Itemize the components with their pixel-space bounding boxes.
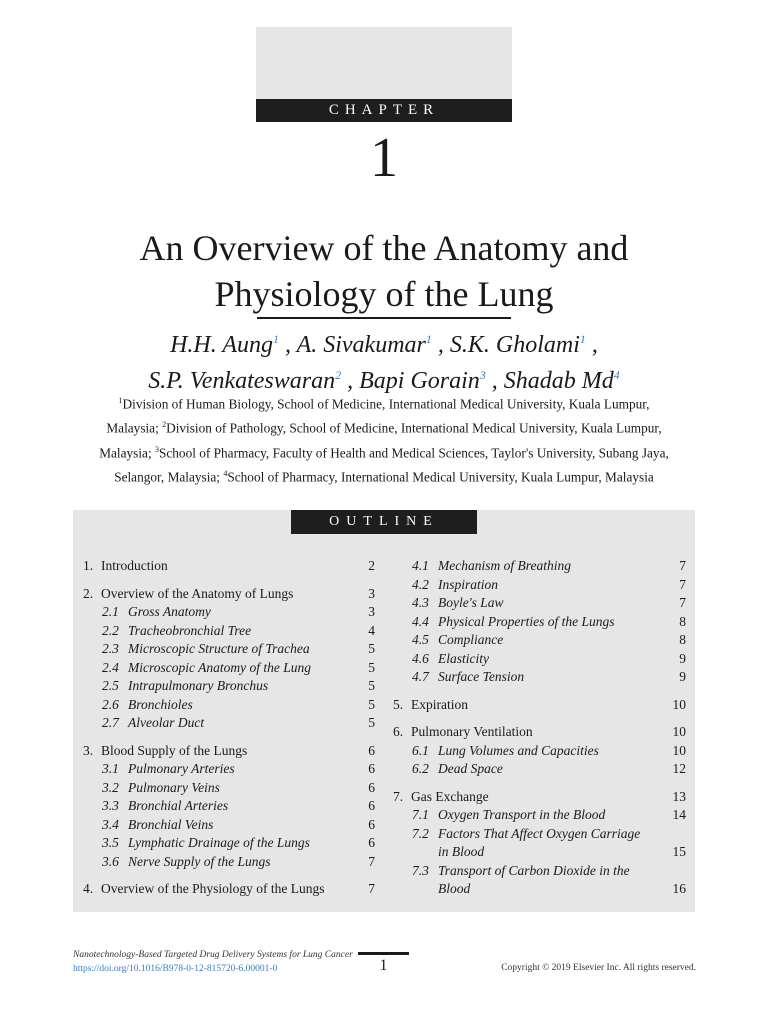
author-affiliation-ref[interactable]: 1 <box>579 332 586 346</box>
outline-section-entry[interactable] <box>393 788 686 806</box>
outline-entry-title: Nerve Supply of the Lungs <box>128 853 271 869</box>
book-title: Nanotechnology-Based Targeted Drug Delivery Systems for Lung Cancer <box>73 950 353 960</box>
outline-entry-title: Bronchial Arteries <box>128 798 229 813</box>
outline-entry-title: Blood Supply of the Lungs <box>101 742 248 758</box>
outline-entry-title: Expiration <box>411 696 468 712</box>
outline-entry-page: 5 <box>368 641 375 656</box>
outline-entry-title: Microscopic Structure of Trachea <box>128 641 310 656</box>
outline-entry-title: Bronchial Veins <box>128 816 214 832</box>
outline-entry-number: 2.6 <box>102 696 119 712</box>
outline-entry-title: Oxygen Transport in the Blood <box>438 807 606 822</box>
affiliation-text: Division of Human Biology, School of Medicine, International Medical University, Kuala Lumpur, <box>122 396 650 412</box>
outline-entry-page: 6 <box>368 779 375 795</box>
author-name: Shadab Md <box>503 368 614 394</box>
outline-entry-page: 9 <box>679 650 686 666</box>
outline-entry-number: 4.7 <box>412 669 429 684</box>
author-name: Bapi Gorain <box>359 368 480 394</box>
outline-entry-page: 8 <box>679 613 686 629</box>
outline-entry-page: 6 <box>368 798 375 813</box>
outline-entry-page: 12 <box>672 761 686 776</box>
outline-entry-title: Bronchioles <box>128 696 193 712</box>
outline-entry-title: Alveolar Duct <box>128 715 205 730</box>
outline-entry-page: 9 <box>679 669 686 684</box>
outline-entry-title: Lung Volumes and Capacities <box>438 742 599 758</box>
outline-entry-title: Factors That Affect Oxygen Carriage <box>438 825 641 841</box>
outline-entry-number: 4.6 <box>412 650 429 666</box>
affiliation-text: School of Pharmacy, International Medical University, Kuala Lumpur, Malaysia <box>227 469 654 485</box>
outline-subsection-entry[interactable] <box>102 603 375 621</box>
outline-subsection-entry[interactable] <box>102 696 375 714</box>
outline-entry-title: Mechanism of Breathing <box>438 558 571 573</box>
outline-entry-page: 3 <box>368 604 375 619</box>
outline-entry-number: 4. <box>83 881 94 896</box>
affiliation-line <box>70 463 698 487</box>
outline-entry-page: 4 <box>368 622 375 638</box>
author-separator: , <box>585 332 598 358</box>
author-separator: , <box>431 332 450 358</box>
outline-entry-number: 2.5 <box>102 678 119 693</box>
outline-subsection-entry[interactable] <box>412 880 686 898</box>
outline-entry-page: 6 <box>368 761 375 776</box>
outline-entry-title: Elasticity <box>438 650 489 666</box>
outline-subsection-entry[interactable] <box>412 613 686 631</box>
outline-entry-title: Dead Space <box>438 761 503 776</box>
outline-entry-page: 6 <box>368 742 375 758</box>
outline-subsection-entry[interactable] <box>412 742 686 760</box>
outline-subsection-entry[interactable] <box>412 760 686 778</box>
outline-entry-number: 1. <box>83 558 94 573</box>
outline-entry-number: 2.7 <box>102 715 119 730</box>
outline-subsection-entry[interactable] <box>412 557 686 575</box>
affiliation-marker: 1 <box>118 396 123 405</box>
outline-entry-number: 2.1 <box>102 604 119 619</box>
chapter-title-line: Physiology of the Lung <box>214 274 554 314</box>
outline-entry-title: Physical Properties of the Lungs <box>438 613 615 629</box>
copyright-notice: Copyright © 2019 Elsevier Inc. All rights reserved. <box>501 963 696 973</box>
author-name: H.H. Aung <box>170 332 273 358</box>
affiliations <box>70 390 698 488</box>
outline-entry-number: 2.2 <box>102 622 119 638</box>
outline-section-entry[interactable] <box>393 696 686 714</box>
author-line <box>0 324 768 360</box>
outline-entry-number: 7.3 <box>412 862 429 878</box>
outline-entry-page: 5 <box>368 715 375 730</box>
outline-subsection-entry[interactable] <box>412 825 640 843</box>
outline-entry-page: 6 <box>368 835 375 850</box>
affiliation-text: Malaysia; <box>106 420 163 436</box>
outline-entry-number: 4.5 <box>412 632 429 647</box>
outline-entry-page: 13 <box>672 788 686 804</box>
doi-link[interactable]: https://doi.org/10.1016/B978-0-12-815720-6.00001-0 <box>73 964 278 974</box>
outline-subsection-entry[interactable] <box>102 714 375 732</box>
affiliation-marker: 3 <box>154 444 159 454</box>
outline-section-entry[interactable] <box>83 742 375 760</box>
outline-subsection-entry[interactable] <box>102 677 375 695</box>
outline-entry-title: Pulmonary Arteries <box>128 761 235 776</box>
outline-entry-number: 5. <box>393 696 404 712</box>
outline-entry-page: 7 <box>368 853 375 869</box>
outline-entry-page: 7 <box>679 558 686 573</box>
outline-entry-page: 6 <box>368 816 375 832</box>
outline-entry-number: 2.3 <box>102 641 119 656</box>
outline-entry-number: 4.2 <box>412 576 429 592</box>
outline-entry-title: Gas Exchange <box>411 788 489 804</box>
outline-entry-page: 7 <box>368 881 375 896</box>
outline-subsection-entry[interactable] <box>102 779 375 797</box>
footer-citation <box>73 948 353 976</box>
outline-entry-page: 14 <box>672 807 686 822</box>
outline-entry-title: Compliance <box>438 632 504 647</box>
outline-entry-title: in Blood <box>438 844 485 859</box>
outline-subsection-entry[interactable] <box>412 594 686 612</box>
outline-entry-number: 7. <box>393 788 404 804</box>
affiliation-text: Division of Pathology, School of Medicine, International Medical University, Kuala Lumpur, <box>166 420 662 436</box>
outline-entry-page: 10 <box>672 724 686 739</box>
affiliation-line <box>70 439 698 463</box>
affiliation-line <box>70 390 698 414</box>
outline-entry-number: 3.5 <box>102 835 119 850</box>
outline-subsection-entry[interactable] <box>412 650 686 668</box>
outline-entry-title: Inspiration <box>438 576 499 592</box>
author-name: A. Sivakumar <box>296 332 426 358</box>
outline-entry-number: 4.4 <box>412 613 429 629</box>
outline-entry-number: 6.2 <box>412 761 429 776</box>
outline-entry-page: 15 <box>672 844 686 859</box>
outline-entry-page: 3 <box>368 585 375 601</box>
author-separator: , <box>341 368 360 394</box>
outline-entry-number: 7.1 <box>412 807 429 822</box>
outline-entry-title: Transport of Carbon Dioxide in the <box>438 862 630 878</box>
outline-subsection-entry[interactable] <box>102 853 375 871</box>
outline-entry-number: 6. <box>393 724 404 739</box>
outline-entry-title: Microscopic Anatomy of the Lung <box>128 659 311 675</box>
chapter-title <box>0 225 768 317</box>
author-affiliation-ref[interactable]: 1 <box>425 332 432 346</box>
outline-entry-title: Surface Tension <box>438 669 525 684</box>
outline-entry-page: 16 <box>672 881 686 896</box>
outline-entry-number: 3.1 <box>102 761 119 776</box>
outline-section-entry[interactable] <box>83 585 375 603</box>
outline-section-entry[interactable] <box>83 557 375 575</box>
page-number: 1 <box>379 957 388 974</box>
outline-entry-number: 4.1 <box>412 558 429 573</box>
outline-entry-page: 5 <box>368 678 375 693</box>
outline-entry-number: 3.3 <box>102 798 119 813</box>
outline-subsection-entry[interactable] <box>412 843 686 861</box>
outline-entry-number: 3.2 <box>102 779 119 795</box>
outline-entry-title: Tracheobronchial Tree <box>128 622 252 638</box>
outline-subsection-entry[interactable] <box>102 760 375 778</box>
outline-entry-page: 7 <box>679 595 686 610</box>
outline-section-entry[interactable] <box>83 880 375 898</box>
outline-section-entry[interactable] <box>393 723 686 741</box>
outline-entry-page: 5 <box>368 696 375 712</box>
outline-subsection-entry[interactable] <box>102 640 375 658</box>
title-underline <box>257 317 511 319</box>
outline-entry-page: 10 <box>672 742 686 758</box>
outline-entry-page: 10 <box>672 696 686 712</box>
outline-heading: OUTLINE <box>291 510 477 534</box>
author-separator: , <box>485 368 504 394</box>
chapter-number: 1 <box>370 127 398 189</box>
affiliation-text: School of Pharmacy, Faculty of Health and Medical Sciences, Taylor's University, Subang Jaya, <box>158 445 669 461</box>
author-affiliation-ref[interactable]: 4 <box>613 368 620 382</box>
outline-entry-number: 3. <box>83 742 94 758</box>
affiliation-text: Malaysia; <box>99 445 155 461</box>
outline-subsection-entry[interactable] <box>412 862 630 880</box>
author-name: S.K. Gholami <box>449 332 580 358</box>
outline-subsection-entry[interactable] <box>102 659 375 677</box>
outline-entry-title: Overview of the Anatomy of Lungs <box>101 585 294 601</box>
outline-entry-page: 7 <box>679 576 686 592</box>
outline-entry-title: Pulmonary Veins <box>128 779 220 795</box>
author-name: S.P. Venkateswaran <box>148 368 336 394</box>
author-affiliation-ref[interactable]: 2 <box>335 368 342 382</box>
outline-entry-title: Lymphatic Drainage of the Lungs <box>128 835 310 850</box>
outline-entry-title: Intrapulmonary Bronchus <box>128 678 269 693</box>
outline-entry-title: Boyle's Law <box>438 595 504 610</box>
outline-entry-title: Introduction <box>101 558 168 573</box>
affiliation-marker: 2 <box>162 420 167 430</box>
outline-subsection-entry[interactable] <box>102 834 375 852</box>
author-affiliation-ref[interactable]: 1 <box>272 332 279 346</box>
outline-subsection-entry[interactable] <box>412 806 686 824</box>
affiliation-marker: 4 <box>223 469 228 479</box>
outline-subsection-entry[interactable] <box>102 622 375 640</box>
outline-entry-title: Pulmonary Ventilation <box>411 724 533 739</box>
outline-subsection-entry[interactable] <box>102 797 375 815</box>
outline-entry-title: Gross Anatomy <box>128 604 211 619</box>
outline-entry-page: 8 <box>679 632 686 647</box>
affiliation-line <box>70 414 698 438</box>
author-separator: , <box>278 332 297 358</box>
outline-entry-number: 3.6 <box>102 853 119 869</box>
outline-entry-title: Overview of the Physiology of the Lungs <box>101 881 325 896</box>
outline-entry-number: 7.2 <box>412 825 429 841</box>
outline-entry-number: 6.1 <box>412 742 429 758</box>
affiliation-text: Selangor, Malaysia; <box>114 469 224 485</box>
outline-entry-number: 2. <box>83 585 94 601</box>
footer-rule <box>358 952 409 955</box>
chapter-label: CHAPTER <box>256 99 512 122</box>
outline-entry-title: Blood <box>438 881 471 896</box>
outline-entry-number: 3.4 <box>102 816 119 832</box>
outline-entry-number: 4.3 <box>412 595 429 610</box>
chapter-title-line: An Overview of the Anatomy and <box>139 228 629 268</box>
outline-entry-page: 5 <box>368 659 375 675</box>
outline-subsection-entry[interactable] <box>412 576 686 594</box>
author-affiliation-ref[interactable]: 3 <box>479 368 486 382</box>
outline-subsection-entry[interactable] <box>412 631 686 649</box>
outline-subsection-entry[interactable] <box>102 816 375 834</box>
outline-subsection-entry[interactable] <box>412 668 686 686</box>
outline-entry-number: 2.4 <box>102 659 119 675</box>
author-list <box>0 324 768 396</box>
outline-entry-page: 2 <box>368 558 375 573</box>
